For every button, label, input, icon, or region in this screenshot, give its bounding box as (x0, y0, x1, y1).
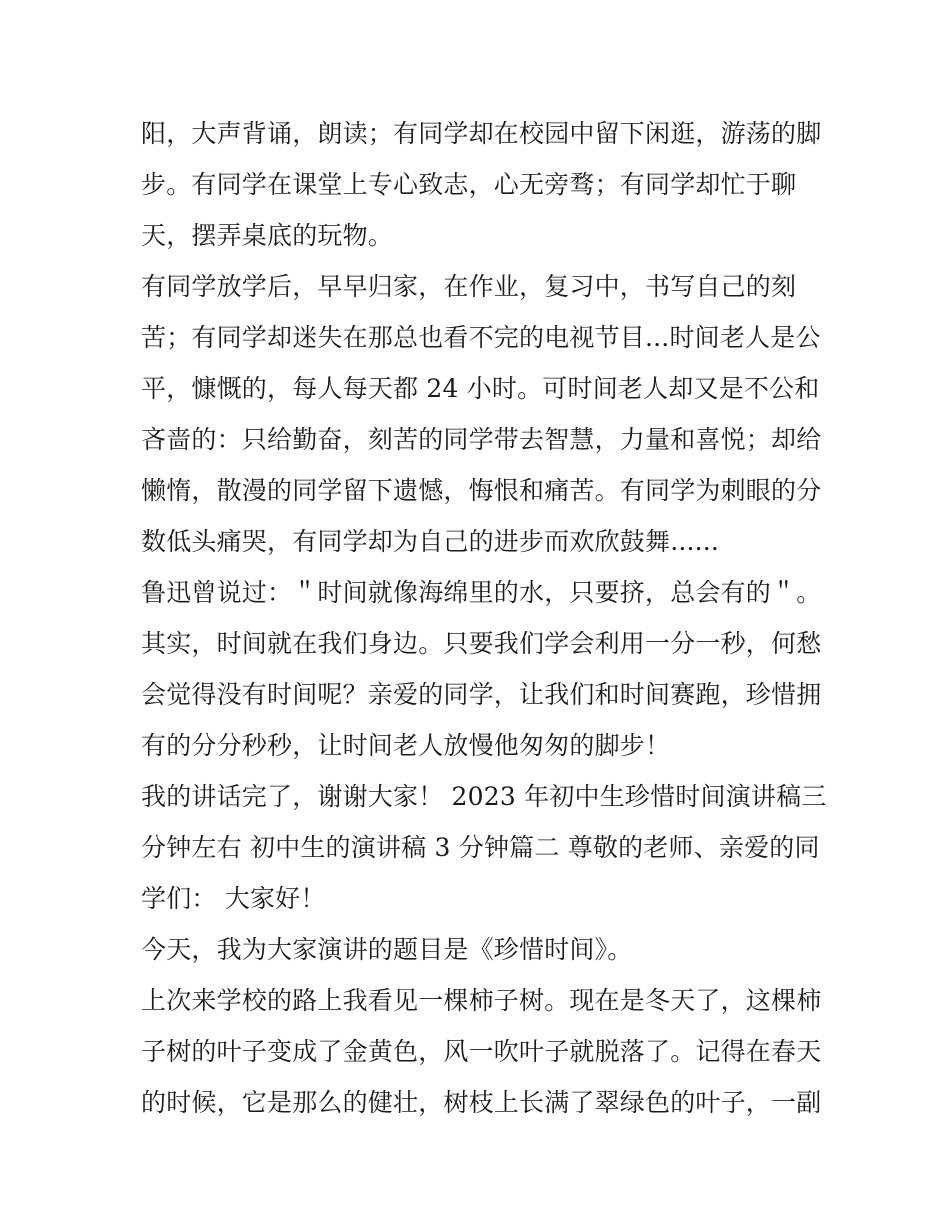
text-line: 鲁迅曾说过：＂时间就像海绵里的水，只要挤，总会有的＂。 (141, 578, 822, 607)
text-line: 会觉得没有时间呢？亲爱的同学，让我们和时间赛跑，珍惜拥 (141, 680, 822, 709)
text-line: 其实，时间就在我们身边。只要我们学会利用一分一秒，何愁 (141, 629, 822, 658)
text-line: 我的讲话完了，谢谢大家！ 2023 年初中生珍惜时间演讲稿三 (141, 782, 827, 811)
text-line: 分钟左右 初中生的演讲稿 3 分钟篇二 尊敬的老师、亲爱的同 (141, 833, 820, 862)
text-line: 的时候，它是那么的健壮，树枝上长满了翠绿色的叶子，一副 (141, 1088, 822, 1117)
text-line: 苦；有同学却迷失在那总也看不完的电视节目...时间老人是公 (141, 323, 821, 352)
text-line: 子树的叶子变成了金黄色，风一吹叶子就脱落了。记得在春天 (141, 1037, 822, 1066)
text-line: 数低头痛哭，有同学却为自己的进步而欢欣鼓舞...... (141, 527, 720, 556)
text-line: 阳，大声背诵，朗读；有同学却在校园中留下闲逛，游荡的脚 (141, 119, 822, 148)
text-line: 吝啬的：只给勤奋，刻苦的同学带去智慧，力量和喜悦；却给 (141, 425, 822, 454)
text-line: 天，摆弄桌底的玩物。 (141, 221, 394, 250)
text-line: 懒惰，散漫的同学留下遗憾，悔恨和痛苦。有同学为刺眼的分 (141, 476, 822, 505)
text-line: 有的分分秒秒，让时间老人放慢他匆匆的脚步！ (141, 731, 671, 760)
document-body (141, 108, 827, 1128)
text-line: 今天，我为大家演讲的题目是《珍惜时间》。 (141, 935, 633, 964)
text-line: 有同学放学后，早早归家，在作业，复习中，书写自己的刻 (141, 272, 797, 301)
text-line: 上次来学校的路上我看见一棵柿子树。现在是冬天了，这棵柿 (141, 986, 822, 1015)
text-line: 步。有同学在课堂上专心致志，心无旁骛；有同学却忙于聊 (141, 170, 797, 199)
text-line: 学们： 大家好！ (141, 884, 326, 913)
text-line: 平，慷慨的，每人每天都 24 小时。可时间老人却又是不公和 (141, 374, 820, 403)
